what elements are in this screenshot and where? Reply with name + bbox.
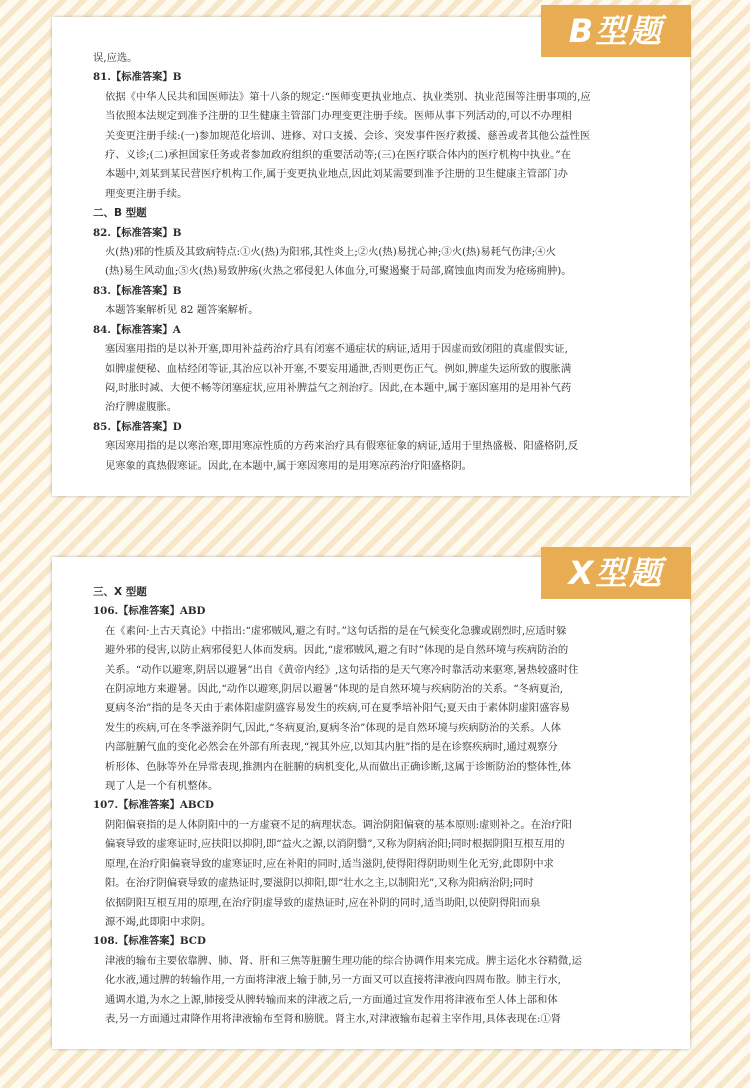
answer-heading: 84.【标准答案】A (93, 323, 181, 336)
text-line: 源不竭,此即阳中求阴。 (105, 915, 212, 928)
text-line: 依据阴阳互根互用的原理,在治疗阴虚导致的虚热证时,应在补阴的同时,适当助阳,以使阴得阳而泉 (105, 896, 541, 909)
text-line: 津液的输布主要依靠脾、肺、肾、肝和三焦等脏腑生理功能的综合协调作用来完成。脾主运化水谷精微,运 (105, 954, 582, 967)
answer-text-section-1 (93, 49, 663, 476)
text-line: 本题答案解析见 82 题答案解析。 (105, 304, 259, 317)
section-heading: 三、X 型题 (93, 586, 147, 598)
answer-heading: 108.【标准答案】BCD (93, 935, 206, 948)
text-line: 疗、义诊;(二)承担国家任务或者参加政府组织的重要活动等;(三)在医疗联合体内的医疗机构中执业。”在 (105, 149, 571, 162)
text-line: 见寒象的真热假寒证。因此,在本题中,属于寒因寒用的是用寒凉药治疗阳盛格阴。 (105, 459, 472, 472)
answer-heading: 81.【标准答案】B (93, 71, 182, 84)
text-line: 发生的疾病,可在冬季滋养阴气,因此,“冬病夏治,夏病冬治”体现的是自然环境与疾病防治的关系。人体 (105, 721, 562, 734)
text-line: 关系。“动作以避寒,阴居以避暑”出自《黄帝内经》,这句话指的是天气寒冷时靠活动来驱寒,暑热较盛时住 (105, 663, 579, 676)
answer-heading: 83.【标准答案】B (93, 284, 182, 297)
text-line: 现了人是一个有机整体。 (105, 780, 219, 793)
b-type-tag: B型题 (541, 5, 691, 57)
text-line: 闷,时胀时减、大便不畅等闭塞症状,应用补脾益气之剂治疗。因此,在本题中,属于塞因塞用的是用补气药 (105, 381, 572, 394)
text-line: 内部脏腑气血的变化必然会在外部有所表现,“视其外应,以知其内脏”指的是在诊察疾病时,通过观察分 (105, 741, 558, 754)
text-line: 通调水道,为水之上源,肺接受从脾转输而来的津液之后,一方面通过宣发作用将津液布至人体上部和体 (105, 993, 558, 1006)
answer-heading: 106.【标准答案】ABD (93, 605, 206, 618)
text-line: 偏衰导致的虚寒证时,应扶阳以抑阴,即“益火之源,以消阴翳”,又称为阴病治阳;同时根据阴阳互根互用的 (105, 838, 565, 851)
section-heading: 二、B 型题 (93, 207, 147, 220)
text-line: 塞因塞用指的是以补开塞,即用补益药治疗具有闭塞不通症状的病证,适用于因虚而致闭阻的真虚假实证, (105, 343, 568, 356)
text-line: 化水液,通过脾的转输作用,一方面将津液上输于肺,另一方面又可以直接将津液向四周布散。肺主行水, (105, 974, 561, 987)
text-line: 误,应选。 (93, 52, 138, 64)
text-line: 寒因寒用指的是以寒治寒,即用寒凉性质的方药来治疗具有假寒征象的病证,适用于里热盛极、阳盛格阴,反 (105, 440, 579, 453)
text-line: 在《素问·上古天真论》中指出:“虚邪贼风,避之有时。”这句话指的是在气候变化急骤或剧烈时,应适时躲 (105, 624, 567, 637)
text-line: 原理,在治疗阳偏衰导致的虚寒证时,应在补阳的同时,适当滋阴,使得阳得阴助则生化无穷,此即阴中求 (105, 857, 554, 870)
text-line: 本题中,刘某到某民营医疗机构工作,属于变更执业地点,因此刘某需要到准予注册的卫生健康主管部门办 (105, 168, 568, 181)
text-line: 火(热)邪的性质及其致病特点:①火(热)为阳邪,其性炎上;②火(热)易扰心神;③火(热)易耗气伤津;④火 (105, 246, 556, 259)
answer-heading: 107.【标准答案】ABCD (93, 799, 214, 812)
answer-text-section-2 (93, 583, 663, 1029)
text-line: 阳。在治疗阴偏衰导致的虚热证时,要滋阴以抑阳,即“壮水之主,以制阳光”,又称为阳病治阴;同时 (105, 877, 534, 890)
text-line: 在阴凉地方来避暑。因此,“动作以避寒,阴居以避暑”体现的是自然环境与疾病防治的关系。“冬病夏治, (105, 683, 564, 696)
text-line: 表,另一方面通过肃降作用将津液输布至肾和膀胱。肾主水,对津液输布起着主宰作用,具体表现在:①肾 (105, 1012, 562, 1025)
text-line: 依据《中华人民共和国医师法》第十八条的规定:“医师变更执业地点、执业类别、执业范围等注册事项的,应 (105, 90, 591, 103)
text-line: 理变更注册手续。 (105, 187, 188, 200)
text-line: 当依照本法规定到准予注册的卫生健康主管部门办理变更注册手续。医师从事下列活动的,可以不办理相 (105, 110, 572, 123)
text-line: 析形体、色脉等外在异常表现,推测内在脏腑的病机变化,从而做出正确诊断,这属于诊断防治的整体性,体 (105, 760, 572, 773)
x-type-tag: X型题 (541, 547, 691, 599)
text-line: 夏病冬治”指的是冬天由于素体阳虚阴盛容易发生的疾病,可在夏季培补阳气;夏天由于素体阴虚阳盛容易 (105, 702, 571, 715)
text-line: 治疗脾虚腹胀。 (105, 401, 178, 414)
text-line: 避外邪的侵害,以防止病邪侵犯人体而发病。因此,“虚邪贼风,避之有时”体现的是自然环境与疾病防治的 (105, 644, 569, 657)
text-line: (热)易生风动血;⑤火(热)易致肿疡(火热之邪侵犯人体血分,可聚遏聚于局部,腐蚀血肉而发为疮疡痈肿)。 (105, 265, 572, 278)
text-line: 如脾虚便秘、血枯经闭等证,其治应以补开塞,不要妄用通泄,否则更伤正气。例如,脾虚失运所致的腹胀满 (105, 362, 572, 375)
text-line: 阴阳偏衰指的是人体阴阳中的一方虚衰不足的病理状态。调治阴阳偏衰的基本原则:虚则补之。在治疗阳 (105, 818, 572, 831)
answer-heading: 82.【标准答案】B (93, 226, 182, 239)
text-line: 关变更注册手续:(一)参加规范化培训、进修、对口支援、会诊、突发事件医疗救援、慈善或者其他公益性医 (105, 129, 591, 142)
answer-heading: 85.【标准答案】D (93, 420, 182, 433)
